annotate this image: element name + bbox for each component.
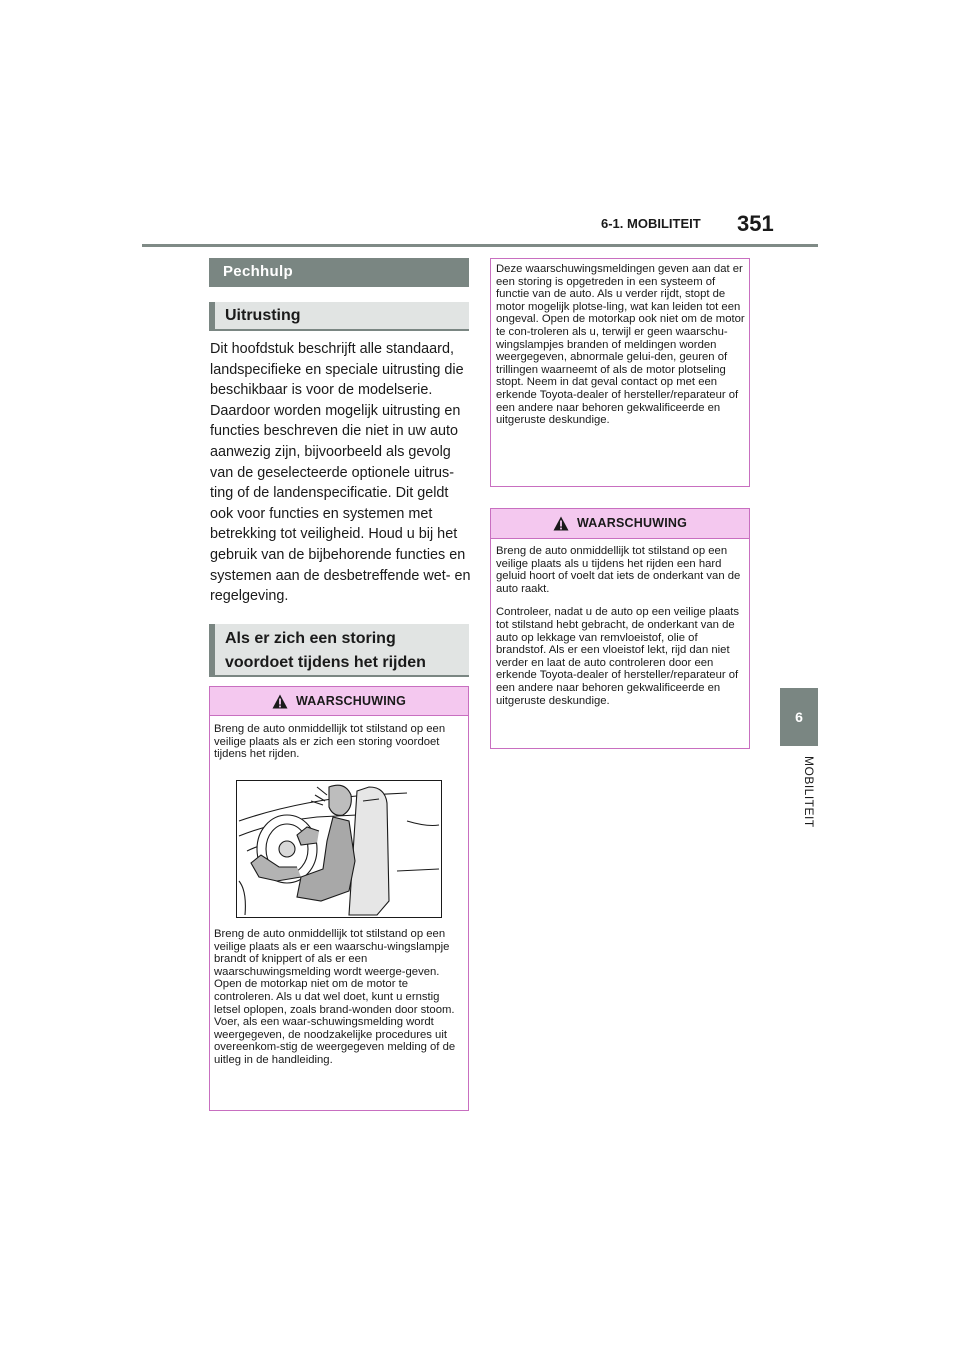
subheading-uitrusting-text: Uitrusting	[225, 307, 301, 324]
section-title: Pechhulp	[209, 258, 469, 287]
warning-box-1-lower	[209, 924, 469, 1111]
illustration-drawing	[237, 781, 441, 917]
header-section-title: 6-1. MOBILITEIT	[601, 216, 701, 231]
warning-header-1	[210, 687, 468, 716]
chapter-label: MOBILITEIT	[802, 756, 816, 828]
warning-title-2: WAARSCHUWING	[576, 516, 688, 531]
warning-triangle-icon	[553, 516, 569, 531]
page-number: 351	[737, 211, 774, 236]
continued-text: Deze waarschuwingsmeldingen geven aan dat er een storing is opgetreden in een systeem of functie van de auto. Als u verder rijdt, stopt de motor mogelijk plotse-ling, wat kan leiden tot een ongeval. Open de motorkap ook niet om de motor te con-troleren als u, terwijl er geen waarschu-wingslampjes branden of meldingen worden weergegeven, abnormale gelui-den, geuren of trillingen waarneemt of als de motor plotseling stopt. Neem in dat geval contact op met een erkende Toyota-dealer of hersteller/reparateur of een andere naar behoren gekwalificeerde en uitgeruste deskundige.	[496, 263, 745, 427]
subheading-uitrusting	[209, 302, 469, 331]
chapter-tab[interactable]	[780, 688, 818, 746]
warning-1-para2: Breng de auto onmiddellijk tot stilstand op een veilige plaats als er een waarschu-wingslampje brandt of knippert of als er een waarschuwingsmelding wordt weerge-geven. Open de motorkap niet om de motor te controleren. Als u dat wel doet, kunt u ernstig letsel oplopen, zoals brand-wonden door stoom. Voer, als een waar-schuwingsmelding wordt weergegeven, de noodzakelijke procedures uit overeenkom-stig de weergegeven melding of de uitleg in de handleiding.	[214, 928, 456, 1066]
warning-box-2	[490, 508, 750, 749]
warning-triangle-icon	[272, 694, 288, 709]
driver-alarmed-illustration	[236, 780, 442, 918]
subheading-storing	[209, 624, 469, 677]
warning-continued-box	[490, 258, 750, 487]
warning-1-para1: Breng de auto onmiddellijk tot stilstand op een veilige plaats als er zich een storing voordoet tijdens het rijden.	[214, 723, 446, 761]
warning-2-para2: Controleer, nadat u de auto op een veilige plaats tot stilstand hebt gebracht, de onderkant van de auto op lekkage van remvloeistof, olie of brandstof. Als er een vloeistof lekt, rijd dan niet verder en laat de auto controleren door een erkende Toyota-dealer of hersteller/reparateur of een andere naar behoren gekwalificeerde en uitgeruste deskundige.	[496, 606, 740, 707]
warning-2-para1: Breng de auto onmiddellijk tot stilstand op een veilige plaats als u tijdens het rijden een hard geluid hoort of voelt dat iets de onderkant van de auto raakt.	[496, 545, 741, 595]
body-paragraph: Dit hoofdstuk beschrijft alle standaard, landspecifieke en speciale uitrusting die beschikbaar is voor de modelserie. Daardoor worden mogelijk uitrusting en functies beschreven die niet in uw auto aanwezig zijn, bijvoorbeeld als gevolg van de geselecteerde optionele uitrus-ting of de landenspecificatie. Dit geldt ook voor functies en systemen met betrekking tot veiligheid. Houd u bij het gebruik van de bijbehorende functies en systemen aan de desbetreffende wet- en regelgeving.	[210, 341, 471, 605]
subheading-storing-line1: Als er zich een storing	[225, 630, 396, 647]
header-divider	[142, 244, 818, 247]
subheading-storing-line2: voordoet tijdens het rijden	[225, 654, 426, 671]
chapter-number: 6	[795, 709, 803, 725]
warning-title-1: WAARSCHUWING	[295, 693, 407, 708]
warning-header-2	[491, 509, 749, 539]
